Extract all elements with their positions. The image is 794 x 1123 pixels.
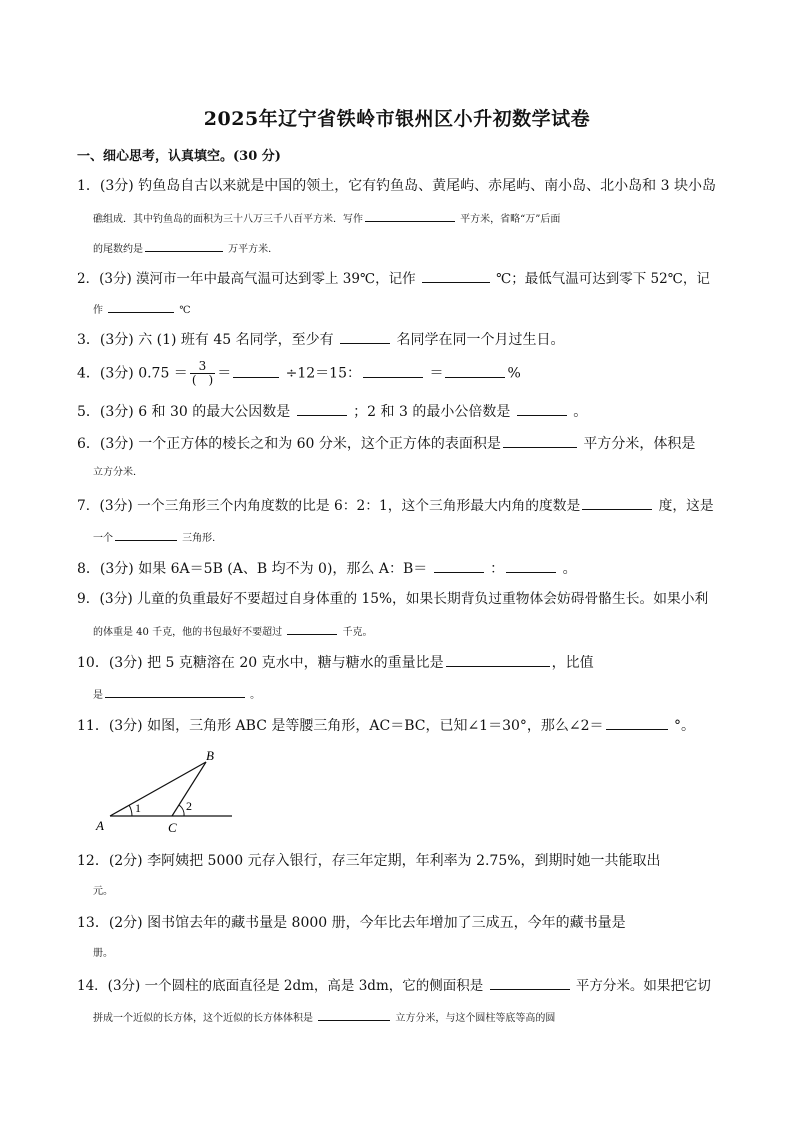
answer-blank[interactable]: [363, 363, 423, 378]
answer-blank[interactable]: [318, 1006, 390, 1021]
question-7-line-2: 一个 三角形．: [93, 526, 735, 549]
vertex-b-label: B: [206, 748, 214, 763]
angle-2-label: 2: [186, 799, 192, 813]
answer-blank[interactable]: [606, 715, 668, 730]
question-2-line-2: 作 ℃: [93, 298, 735, 321]
answer-blank[interactable]: [445, 363, 505, 378]
answer-blank[interactable]: [422, 268, 490, 283]
answer-blank[interactable]: [517, 401, 567, 416]
answer-blank[interactable]: [365, 207, 455, 222]
answer-blank[interactable]: [582, 495, 652, 510]
answer-blank[interactable]: [503, 433, 577, 448]
answer-blank[interactable]: [340, 329, 390, 344]
answer-blank[interactable]: [490, 975, 570, 990]
answer-blank[interactable]: [108, 298, 174, 313]
angle-1-arc: [129, 805, 132, 816]
question-13-line-1: 13．(2分) 图书馆去年的藏书量是 8000 册，今年比去年增加了三成五，今年的藏书量是: [77, 915, 626, 931]
question-10-line-1: 10．(3分) 把 5 克糖溶在 20 克水中，糖与糖水的重量比是 ，比值: [77, 652, 719, 673]
question-3: 3．(3分) 六 (1) 班有 45 名同学，至少有 名同学在同一个月过生日。: [77, 329, 719, 350]
angle-1-label: 1: [135, 801, 141, 815]
question-6-line-1: 6．(3分) 一个正方体的棱长之和为 60 分米，这个正方体的表面积是 平方分米，体积是: [77, 433, 719, 454]
question-1-line-1: 1．(3分) 钓鱼岛自古以来就是中国的领土，它有钓鱼岛、黄尾屿、赤尾屿、南小岛、北小岛和 3 块小岛: [77, 178, 716, 194]
answer-blank[interactable]: [145, 237, 223, 252]
fraction: $\frac{3}{( )}$: [191, 359, 214, 387]
vertex-a-label: A: [96, 818, 104, 833]
question-10-line-2: 是 。: [93, 683, 735, 706]
vertex-c-label: C: [168, 820, 177, 835]
answer-blank[interactable]: [287, 620, 337, 635]
question-1-line-2: 礁组成．其中钓鱼岛的面积为三十八万三千八百平方米．写作 平方米，省略“万”后面: [93, 207, 735, 230]
answer-blank[interactable]: [233, 363, 279, 378]
answer-blank[interactable]: [434, 558, 484, 573]
answer-blank[interactable]: [297, 401, 347, 416]
question-8: 8．(3分) 如果 6A＝5B (A、B 均不为 0)，那么 A：B＝ ： 。: [77, 558, 719, 579]
answer-blank[interactable]: [506, 558, 556, 573]
question-9-line-1: 9．(3分) 儿童的负重最好不要超过自身体重的 15%，如果长期背负过重物体会妨碍骨骼生长。如果小利: [77, 591, 709, 607]
question-1-line-3: 的尾数约是 万平方米．: [93, 237, 735, 260]
answer-blank[interactable]: [446, 652, 550, 667]
question-12-line-2: 元。: [93, 886, 113, 897]
question-9-line-2: 的体重是 40 千克，他的书包最好不要超过 千克。: [93, 620, 735, 643]
answer-blank[interactable]: [105, 683, 245, 698]
question-13-line-2: 册。: [93, 948, 113, 959]
question-12-line-1: 12．(2分) 李阿姨把 5000 元存入银行，存三年定期，年利率为 2.75%，到期时她一共能取出: [77, 853, 661, 869]
section-heading: 一、细心思考，认真填空。(30 分): [77, 149, 281, 164]
question-2-line-1: 2．(3分) 漠河市一年中最高气温可达到零上 39℃，记作 ℃；最低气温可达到零下 52℃，记: [77, 268, 719, 289]
question-7-line-1: 7．(3分) 一个三角形三个内角度数的比是 6：2：1，这个三角形最大内角的度数是 度，这是: [77, 495, 719, 516]
question-6-line-2: 立方分米．: [93, 467, 143, 478]
angle-2-arc: [179, 805, 184, 816]
answer-blank[interactable]: [115, 526, 177, 541]
triangle-diagram: [92, 746, 242, 838]
question-14-line-2: 拼成一个近似的长方体，这个近似的长方体体积是 立方分米，与这个圆柱等底等高的圆: [93, 1006, 735, 1029]
question-4: 4．(3分) 0.75 ＝ $\frac{3}{( )}$ ＝ ÷12＝15： ＝ %: [77, 359, 521, 387]
question-14-line-1: 14．(3分) 一个圆柱的底面直径是 2dm，高是 3dm，它的侧面积是 平方分米。如果把它切: [77, 975, 719, 996]
question-5: 5．(3分) 6 和 30 的最大公因数是 ；2 和 3 的最小公倍数是 。: [77, 401, 719, 422]
page-title: 2025年辽宁省铁岭市银州区小升初数学试卷: [203, 108, 591, 130]
question-11: 11．(3分) 如图，三角形 ABC 是等腰三角形，AC＝BC，已知∠1＝30°，那么∠2＝ °。: [77, 715, 719, 736]
